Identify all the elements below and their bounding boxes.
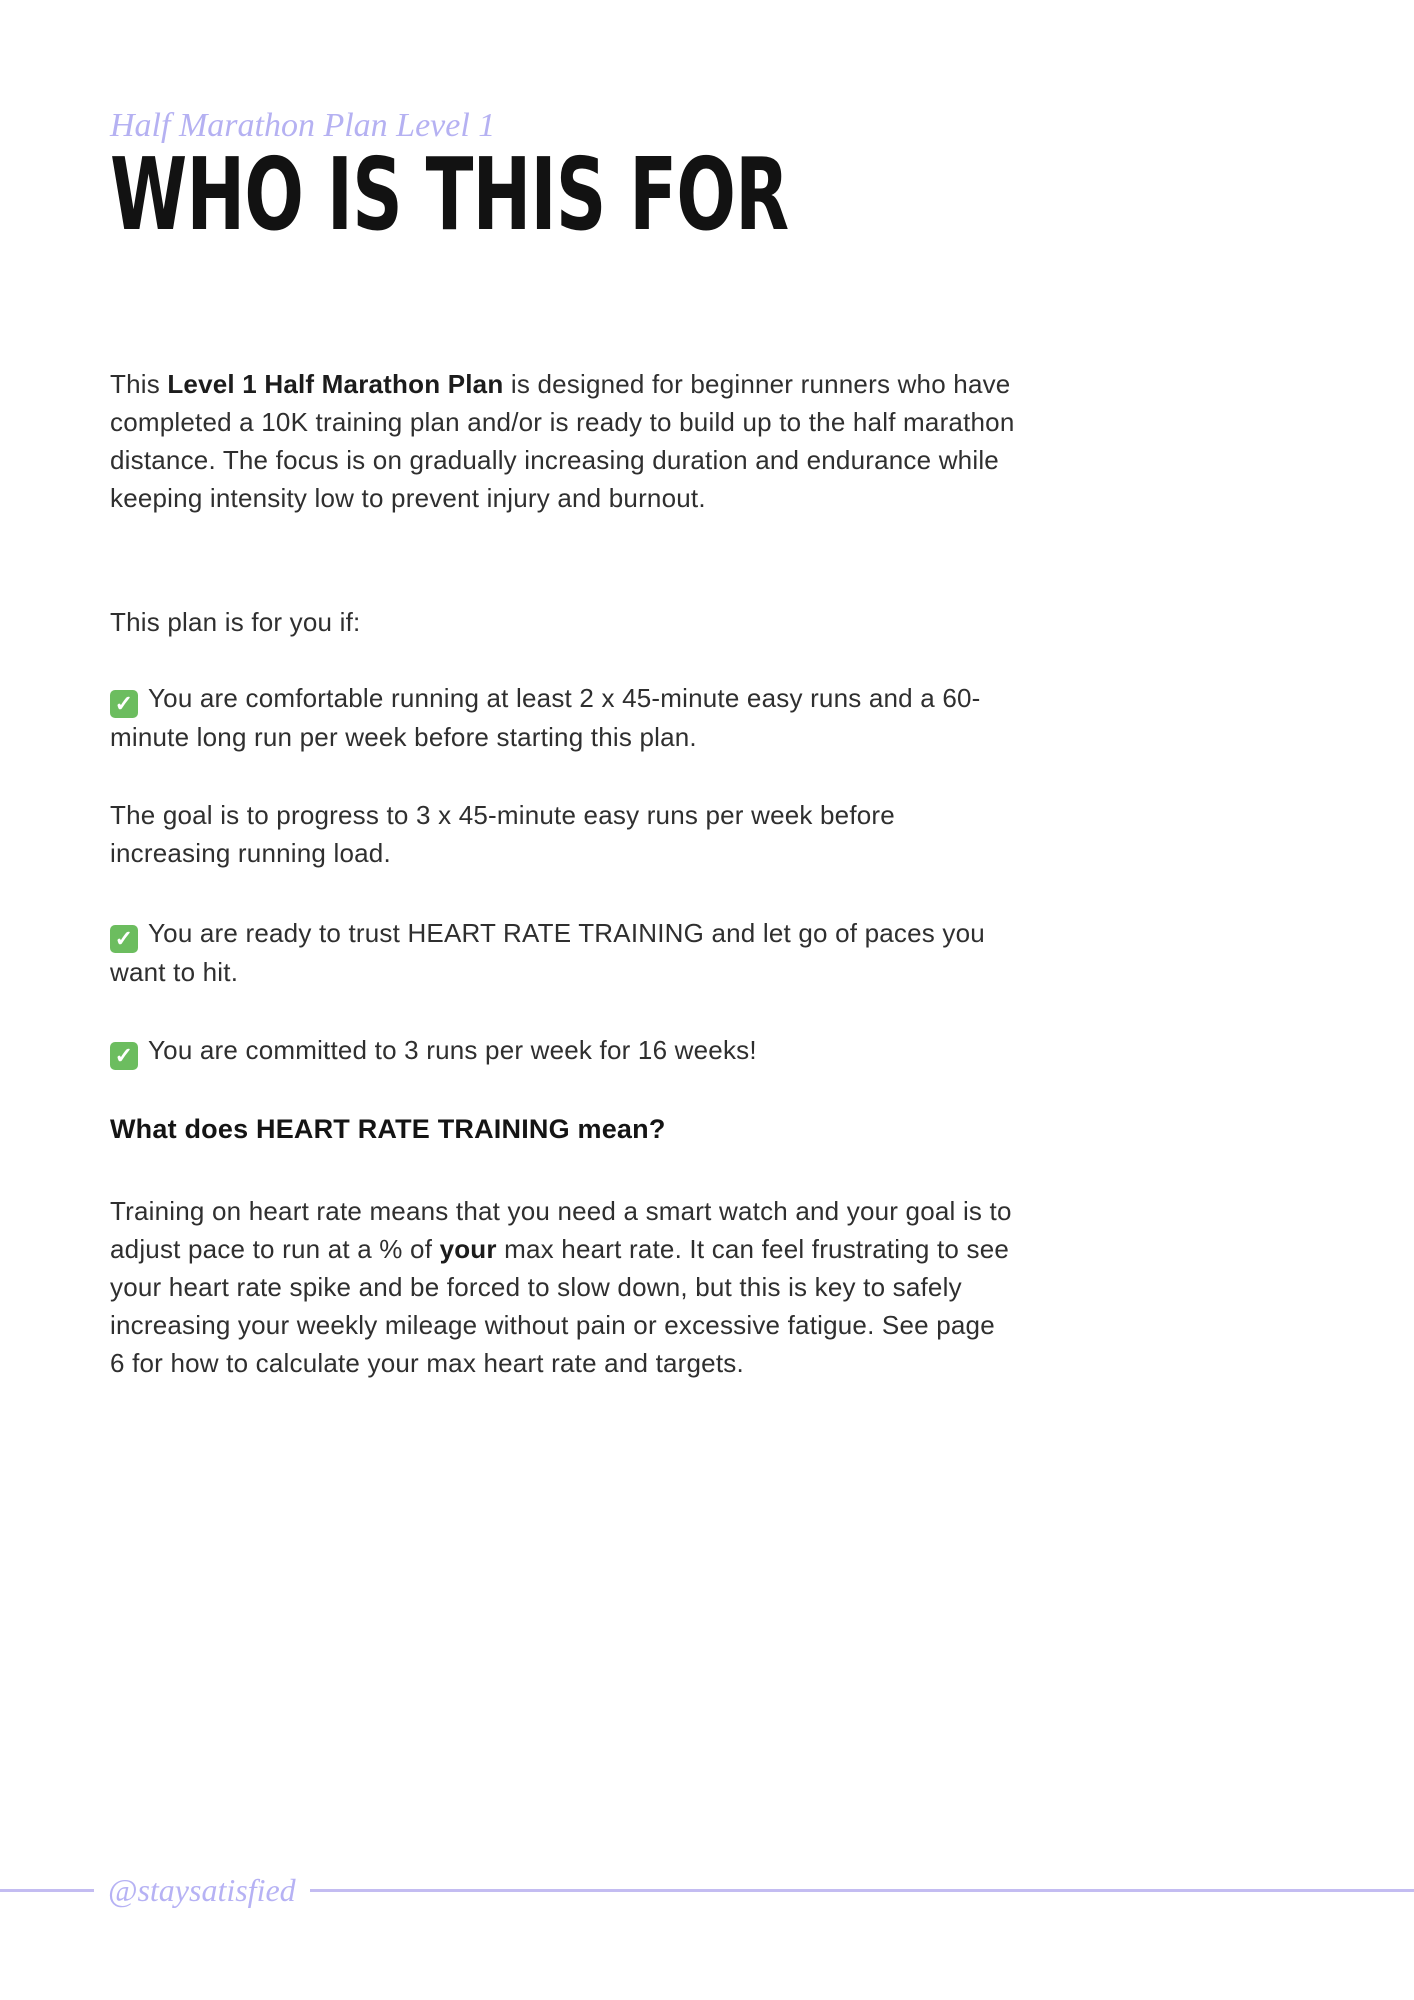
intro-pre: This <box>110 369 168 400</box>
check-icon: ✓ <box>110 1042 138 1070</box>
intro-post: is designed for beginner runners who have completed a 10K training plan and/or is ready to build up to the half marathon distance. The focus is on gradually increasing duration and endurance while keeping intensity low to prevent injury and burnout. <box>110 369 1015 514</box>
footer-rule-left <box>0 1889 94 1892</box>
eyebrow-subtitle: Half Marathon Plan Level 1 <box>110 107 496 144</box>
goal-paragraph: The goal is to progress to 3 x 45-minute easy runs per week before increasing running load. <box>110 800 895 869</box>
check-icon: ✓ <box>110 690 138 718</box>
hr-para-post: max heart rate. It can feel frustrating to see your heart rate spike and be forced to slow down, but this is key to safely increasing your weekly mileage without pain or excessive fatigue. See page 6 for how to calculate your max heart rate and targets. <box>110 1234 1010 1379</box>
checklist-item-3 <box>110 1031 1015 1070</box>
page-footer <box>0 1872 1414 1909</box>
lead-in-line: This plan is for you if: <box>110 607 361 638</box>
intro-bold-plan-name: Level 1 Half Marathon Plan <box>167 369 504 400</box>
checklist-item-1-text: You are comfortable running at least 2 x 45-minute easy runs and a 60-minute long run per week before starting this plan. <box>110 683 981 753</box>
intro-paragraph <box>110 365 1015 517</box>
checklist-item-2 <box>110 914 1015 991</box>
check-icon: ✓ <box>110 925 138 953</box>
checklist-item-2-text: You are ready to trust HEART RATE TRAINING and let go of paces you want to hit. <box>110 918 985 988</box>
checklist-item-3-text: You are committed to 3 runs per week for 16 weeks! <box>148 1035 757 1066</box>
checklist-item-1 <box>110 679 1015 756</box>
footer-rule-right <box>310 1889 1414 1892</box>
heart-rate-paragraph <box>110 1192 1015 1382</box>
page-title <box>110 136 1015 254</box>
hr-para-bold-your: your <box>439 1234 497 1265</box>
page-title-text: WHO IS THIS FOR <box>110 136 789 254</box>
hr-para-pre: Training on heart rate means that you need a smart watch and your goal is to adjust pace to run at a % of <box>110 1196 1012 1265</box>
heart-rate-heading: What does HEART RATE TRAINING mean? <box>110 1114 666 1145</box>
page-content <box>110 106 1015 1382</box>
footer-handle: @staysatisfied <box>108 1872 296 1908</box>
